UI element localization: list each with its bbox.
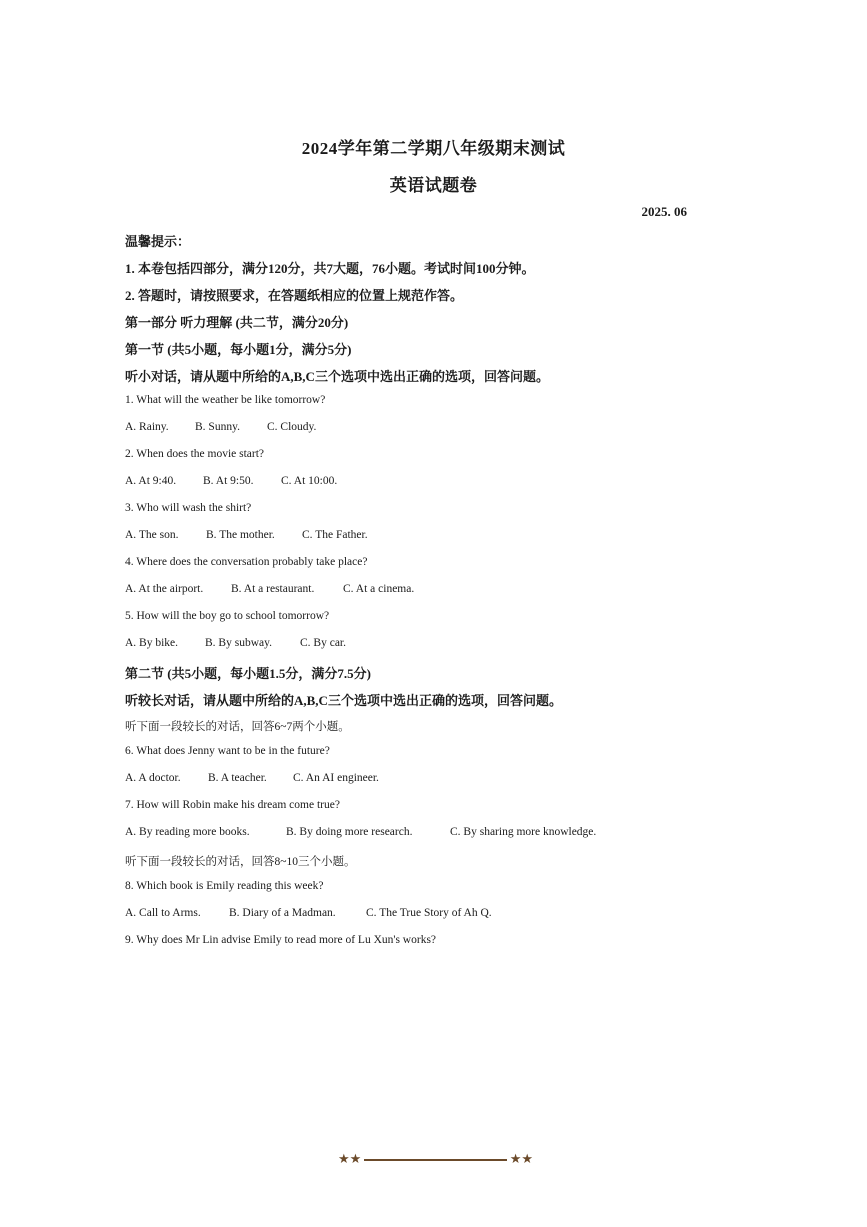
question-5: 5. How will the boy go to school tomorrow? — [125, 610, 330, 622]
exam-subtitle: 英语试题卷 — [389, 176, 478, 195]
option-c: C. An AI engineer. — [293, 772, 379, 784]
option-b: B. The mother. — [206, 529, 275, 541]
option-c: C. The True Story of Ah Q. — [366, 907, 492, 919]
options-5 — [125, 637, 346, 649]
options-1 — [125, 421, 316, 433]
exam-title: 2024学年第二学期八年级期末测试 — [301, 139, 566, 158]
options-7 — [125, 826, 596, 838]
option-c: C. By sharing more knowledge. — [450, 826, 597, 838]
question-2: 2. When does the movie start? — [125, 448, 265, 460]
option-b: B. A teacher. — [208, 772, 267, 784]
option-a: A. At 9:40. — [125, 475, 177, 487]
notice-heading: 温馨提示： — [125, 234, 191, 249]
option-c: C. By car. — [300, 637, 346, 649]
question-8: 8. Which book is Emily reading this week? — [125, 880, 324, 892]
options-3 — [125, 529, 368, 541]
option-b: B. By subway. — [205, 637, 272, 649]
notice-item-2: 2. 答题时，请按照要求，在答题纸相应的位置上规范作答。 — [125, 288, 464, 303]
option-a: A. By reading more books. — [125, 826, 250, 838]
option-c: C. At a cinema. — [343, 583, 415, 595]
options-8 — [125, 907, 492, 919]
option-a: A. At the airport. — [125, 583, 204, 595]
question-6: 6. What does Jenny want to be in the future? — [125, 745, 330, 757]
star-icon: ★★ — [509, 1151, 533, 1166]
option-c: C. Cloudy. — [267, 421, 317, 433]
option-b: B. At 9:50. — [203, 475, 254, 487]
section2-instruction: 听较长对话，请从题中所给的A,B,C三个选项中选出正确的选项，回答问题。 — [125, 693, 562, 708]
option-a: A. Rainy. — [125, 421, 169, 433]
option-a: A. The son. — [125, 529, 179, 541]
listening-note-1: 听下面一段较长的对话，回答6~7两个小题。 — [125, 721, 350, 733]
question-7: 7. How will Robin make his dream come true? — [125, 799, 340, 811]
option-c: C. At 10:00. — [281, 475, 338, 487]
section2-title: 第二节 (共5小题，每小题1.5分，满分7.5分) — [125, 666, 371, 681]
option-b: B. By doing more research. — [286, 826, 413, 838]
options-2 — [125, 475, 337, 487]
question-4: 4. Where does the conversation probably take place? — [125, 556, 368, 568]
option-b: B. Diary of a Madman. — [229, 907, 336, 919]
part1-title: 第一部分 听力理解 (共二节，满分20分) — [125, 315, 349, 330]
option-b: B. Sunny. — [195, 421, 240, 433]
question-3: 3. Who will wash the shirt? — [125, 502, 252, 514]
footer-divider — [338, 1150, 533, 1168]
option-a: A. Call to Arms. — [125, 907, 201, 919]
option-b: B. At a restaurant. — [231, 583, 315, 595]
question-1: 1. What will the weather be like tomorrow? — [125, 394, 326, 406]
section1-title: 第一节 (共5小题，每小题1分，满分5分) — [125, 342, 352, 357]
option-a: A. A doctor. — [125, 772, 181, 784]
question-9: 9. Why does Mr Lin advise Emily to read more of Lu Xun's works? — [125, 934, 437, 946]
options-6 — [125, 772, 379, 784]
star-icon: ★★ — [338, 1151, 362, 1166]
divider-line — [364, 1159, 507, 1161]
option-a: A. By bike. — [125, 637, 179, 649]
exam-date: 2025. 06 — [641, 204, 687, 219]
notice-item-1: 1. 本卷包括四部分，满分120分，共7大题，76小题。考试时间100分钟。 — [125, 261, 535, 276]
options-4 — [125, 583, 414, 595]
section1-instruction: 听小对话，请从题中所给的A,B,C三个选项中选出正确的选项，回答问题。 — [125, 369, 549, 384]
listening-note-2: 听下面一段较长的对话，回答8~10三个小题。 — [125, 856, 356, 868]
option-c: C. The Father. — [302, 529, 368, 541]
